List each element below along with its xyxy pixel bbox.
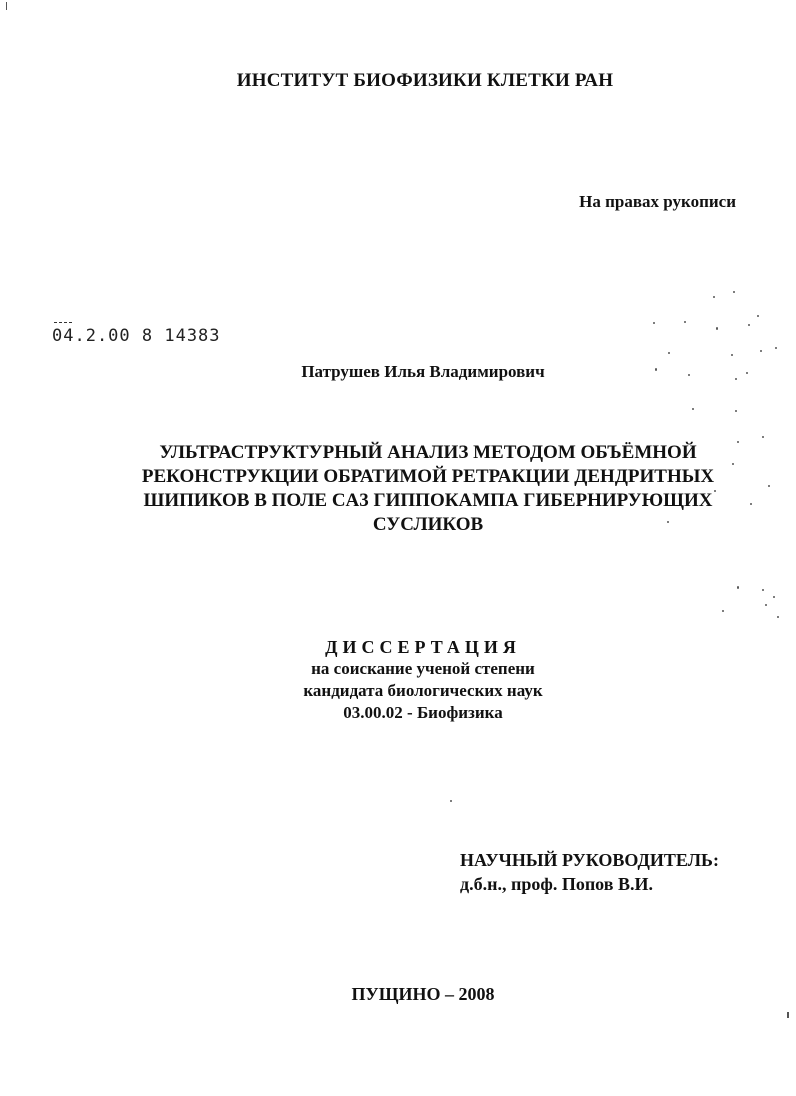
registration-code: 04.2.00 8 14383	[52, 326, 221, 346]
scan-speck	[732, 463, 734, 465]
scan-speck	[746, 372, 748, 374]
dissertation-title	[0, 441, 796, 537]
scan-speck	[762, 589, 764, 591]
scan-speck	[762, 436, 764, 438]
author-name: Патрушев Илья Владимирович	[301, 362, 545, 381]
scan-speck	[760, 350, 762, 352]
scan-speck	[787, 1012, 789, 1018]
scan-speck	[748, 324, 750, 326]
scan-speck	[737, 441, 739, 443]
scan-speck	[688, 374, 690, 376]
scan-speck	[716, 327, 718, 330]
city-year: ПУЩИНО – 2008	[351, 984, 495, 1004]
degree-block	[0, 636, 796, 724]
supervisor-block	[460, 848, 719, 896]
supervisor-label: НАУЧНЫЙ РУКОВОДИТЕЛЬ:	[460, 850, 719, 870]
scan-speck	[777, 616, 779, 618]
degree-line: кандидата биологических наук	[303, 681, 543, 700]
scan-speck	[750, 503, 752, 505]
supervisor-name: д.б.н., проф. Попов В.И.	[460, 874, 653, 894]
institute-name: ИНСТИТУТ БИОФИЗИКИ КЛЕТКИ РАН	[236, 70, 614, 91]
degree-specialty: 03.00.02 - Биофизика	[343, 703, 503, 722]
scan-speck	[735, 410, 737, 412]
scan-speck	[775, 347, 777, 349]
degree-line: на соискание ученой степени	[311, 659, 535, 678]
scan-speck	[667, 521, 669, 523]
scan-speck	[768, 485, 770, 487]
scan-speck	[6, 2, 7, 10]
rights-note: На правах рукописи	[579, 192, 736, 211]
degree-heading: ДИССЕРТАЦИЯ	[325, 637, 521, 657]
scan-speck	[450, 800, 452, 802]
scan-speck	[692, 408, 694, 410]
scan-speck	[735, 378, 737, 380]
scan-speck	[722, 610, 724, 612]
title-line: ШИПИКОВ В ПОЛЕ CA3 ГИППОКАМПА ГИБЕРНИРУЮЩИХ	[143, 490, 713, 511]
scan-speck	[737, 586, 739, 589]
scan-speck	[731, 354, 733, 356]
title-line: УЛЬТРАСТРУКТУРНЫЙ АНАЛИЗ МЕТОДОМ ОБЪЁМНОЙ	[159, 442, 697, 463]
scan-speck	[713, 296, 715, 298]
scan-speck	[757, 315, 759, 317]
title-line: РЕКОНСТРУКЦИИ ОБРАТИМОЙ РЕТРАКЦИИ ДЕНДРИТНЫХ	[141, 466, 715, 487]
scan-speck	[733, 291, 735, 293]
scan-speck	[655, 368, 657, 371]
scan-speck	[668, 352, 670, 354]
scan-speck	[773, 596, 775, 598]
scan-speck	[765, 604, 767, 606]
title-line: СУСЛИКОВ	[372, 514, 484, 535]
scan-speck	[684, 321, 686, 323]
scan-speck	[653, 322, 655, 324]
scan-speck	[714, 490, 716, 492]
